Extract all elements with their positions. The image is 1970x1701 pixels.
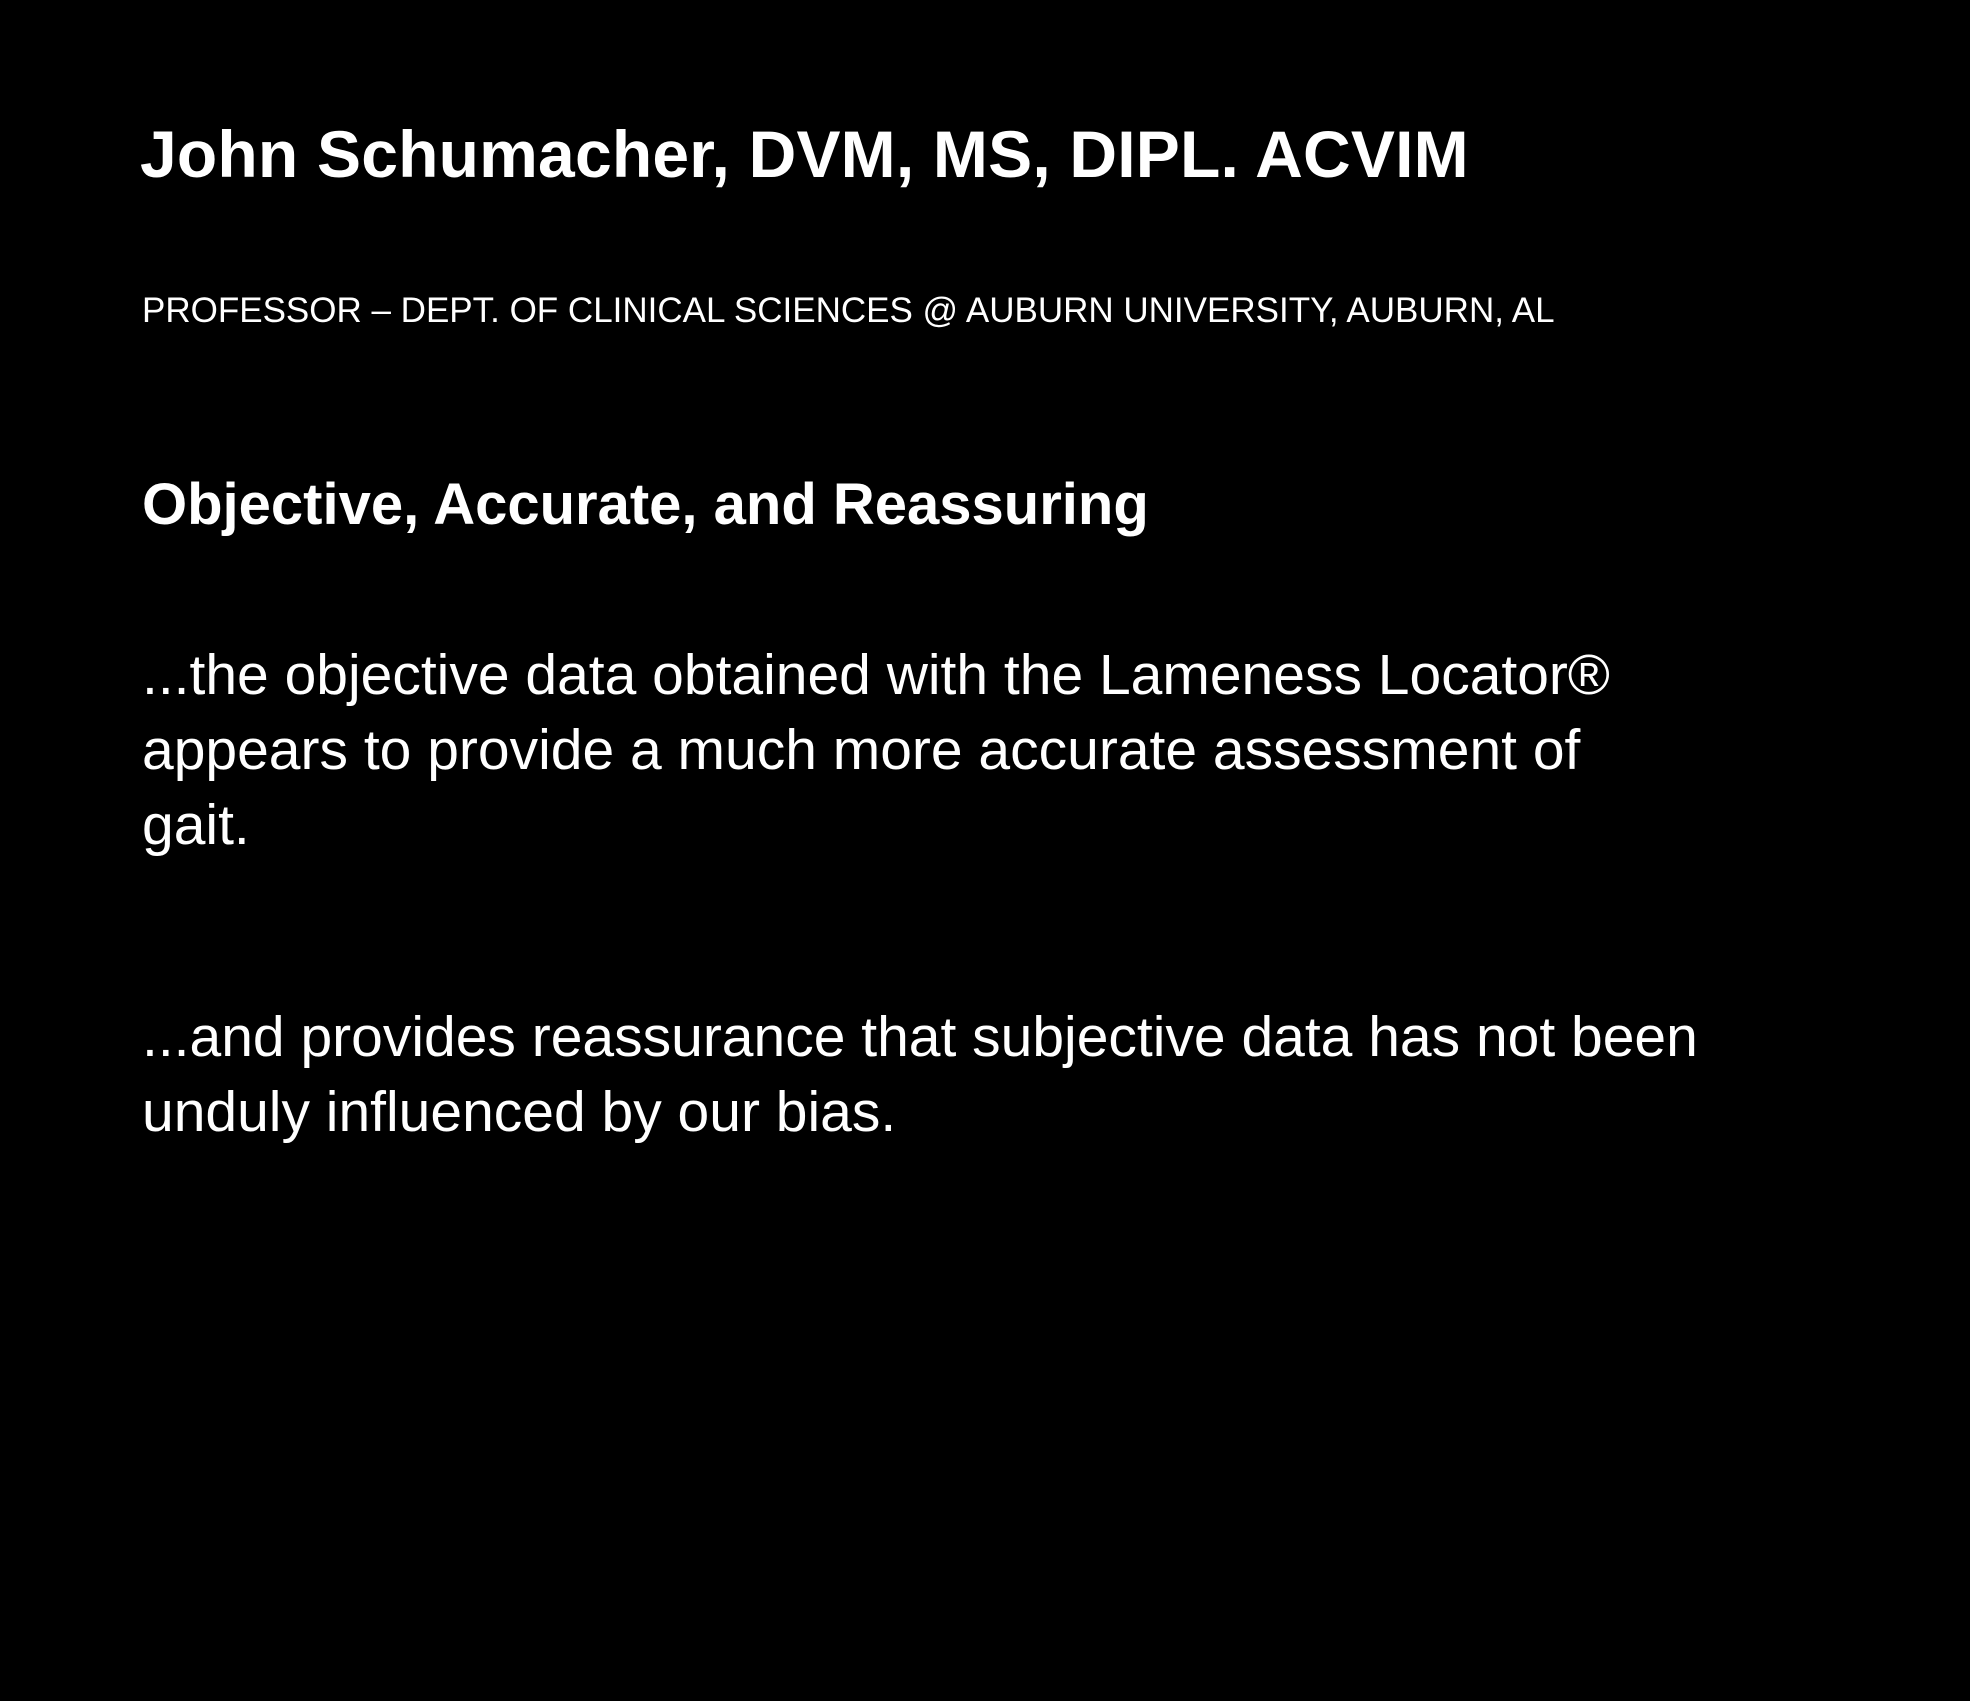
speaker-name: John Schumacher, DVM, MS, DIPL. ACVIM (140, 117, 1469, 191)
quote-text: ...the objective data obtained with the Lameness Locator® appears to provide a much more accurate assessment of gait. (142, 643, 1610, 858)
quote-block-second (142, 1000, 1782, 1150)
speaker-affiliation: PROFESSOR – DEPT. OF CLINICAL SCIENCES @ AUBURN UNIVERSITY, AUBURN, AL (142, 291, 1555, 330)
headline: Objective, Accurate, and Reassuring (142, 472, 1149, 537)
quote-block-first (142, 638, 1782, 864)
quote-text: ...and provides reassurance that subjective data has not been unduly influenced by our bias. (142, 1005, 1698, 1145)
